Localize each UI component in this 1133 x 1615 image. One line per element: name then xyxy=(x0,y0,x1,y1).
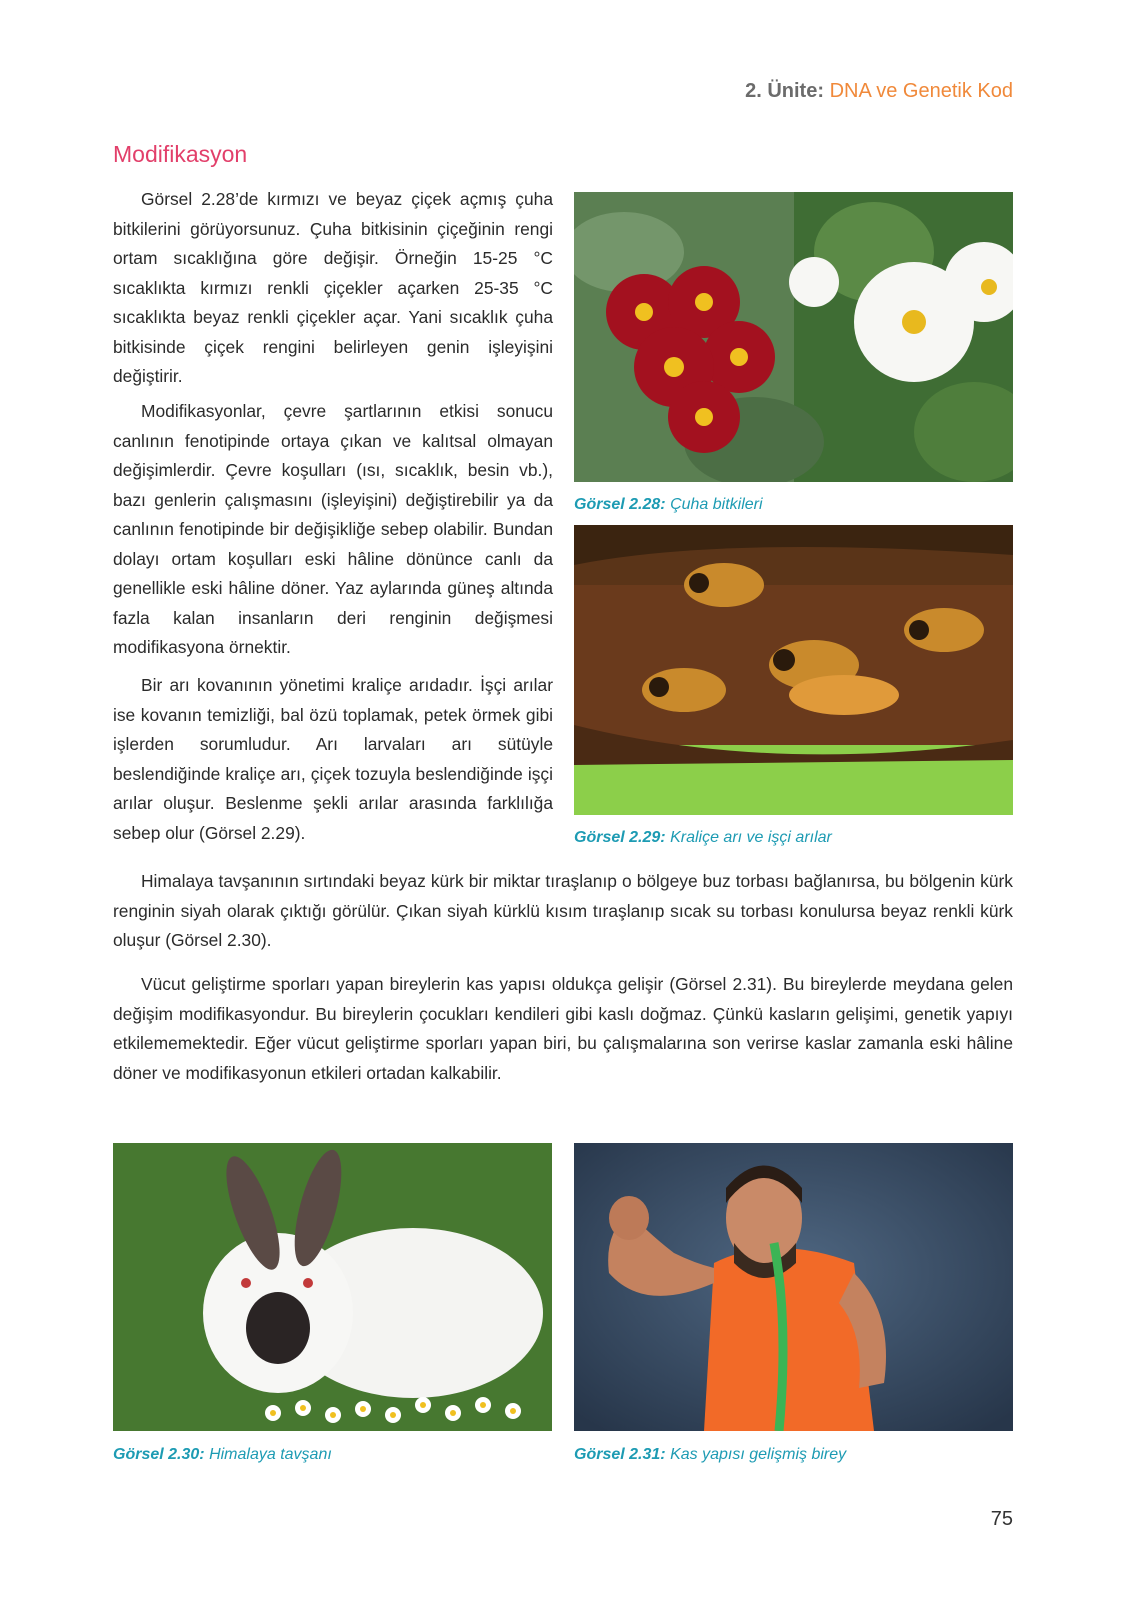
caption-text: Himalaya tavşanı xyxy=(209,1446,332,1463)
paragraph-bodybuilding: Vücut geliştirme sporları yapan bireylerin kas yapısı oldukça gelişir (Görsel 2.31). Bu bireylerde meydana gelen değişim modifikasyondur. Bu bireylerin çocukları kendileri gibi kaslı doğmaz. Çünkü kasların gelişimi, genetik yapıyı etkilememektedir. Eğer vücut geliştirme sporları yapan biri, bu çalışmalarına son verirse kaslar zamanla eski hâline döner ve modifikasyonun etkileri ortadan kalkabilir. xyxy=(113,974,1013,1083)
page-header xyxy=(745,80,1013,103)
unit-label: 2. Ünite: xyxy=(745,80,824,102)
page-number: 75 xyxy=(990,1508,1013,1530)
caption-text: Kas yapısı gelişmiş birey xyxy=(670,1446,847,1463)
paragraph-modification-definition: Modifikasyonlar, çevre şartlarının etkisi sonucu canlının fenotipinde ortaya çıkan ve kalıtsal olmayan değişimlerdir. Çevre koşulları (ısı, sıcaklık, besin vb.), bazı genlerin çalışmasını (işleyişini) değiştirebilir ya da canlının fenotipinde bir değişikliğe sebep olabilir. Bundan dolayı ortam koşulları eski hâline dönünce canlı da genellikle eski hâline döner. Yaz aylarında güneş altında fazla kalan insanların deri renginin değişmesi modifikasyona örnektir. xyxy=(113,401,553,657)
bees-photo xyxy=(574,525,1013,815)
unit-topic: DNA ve Genetik Kod xyxy=(829,80,1013,102)
section-title: Modifikasyon xyxy=(113,141,248,167)
figure-caption-2-30 xyxy=(113,1446,332,1464)
figure-caption-2-29 xyxy=(574,829,832,847)
caption-text: Kraliçe arı ve işçi arılar xyxy=(670,829,832,846)
figure-caption-2-31 xyxy=(574,1446,846,1464)
primrose-photo xyxy=(574,192,1013,482)
figure-caption-2-28 xyxy=(574,496,763,514)
rabbit-photo xyxy=(113,1143,552,1431)
caption-number: Görsel 2.30: xyxy=(113,1446,205,1463)
paragraph-bees: Bir arı kovanının yönetimi kraliçe arıdadır. İşçi arılar ise kovanın temizliği, bal özü toplamak, petek örmek gibi işlerden sorumludur. Arı larvaları arı sütüyle beslendiğinde kraliçe arı, çiçek tozuyla beslendiğinde işçi arılar oluşur. Beslenme şekli arılar arasında farklılığa sebep olur (Görsel 2.29). xyxy=(113,675,553,843)
caption-number: Görsel 2.29: xyxy=(574,829,666,846)
caption-number: Görsel 2.31: xyxy=(574,1446,666,1463)
paragraph-himalayan-rabbit: Himalaya tavşanının sırtındaki beyaz kürk bir miktar tıraşlanıp o bölgeye buz torbası bağlanırsa, bu bölgenin kürk renginin siyah olarak çıktığı görülür. Çıkan siyah kürklü kısım tıraşlanıp sıcak su torbası konulursa beyaz renkli kürk oluşur (Görsel 2.30). xyxy=(113,871,1013,950)
caption-number: Görsel 2.28: xyxy=(574,496,666,513)
bodybuilder-photo xyxy=(574,1143,1013,1431)
caption-text: Çuha bitkileri xyxy=(670,496,763,513)
paragraph-primrose: Görsel 2.28’de kırmızı ve beyaz çiçek açmış çuha bitkilerini görüyorsunuz. Çuha bitkisinin çiçeğinin rengi ortam sıcaklığına göre değişir. Örneğin 15-25 °C sıcaklıkta kırmızı renkli çiçekler açarken 25-35 °C sıcaklıkta beyaz renkli çiçekler açar. Yani sıcaklık çuha bitkisinde çiçek rengini belirleyen genin işleyişini değiştirir. xyxy=(113,189,553,386)
